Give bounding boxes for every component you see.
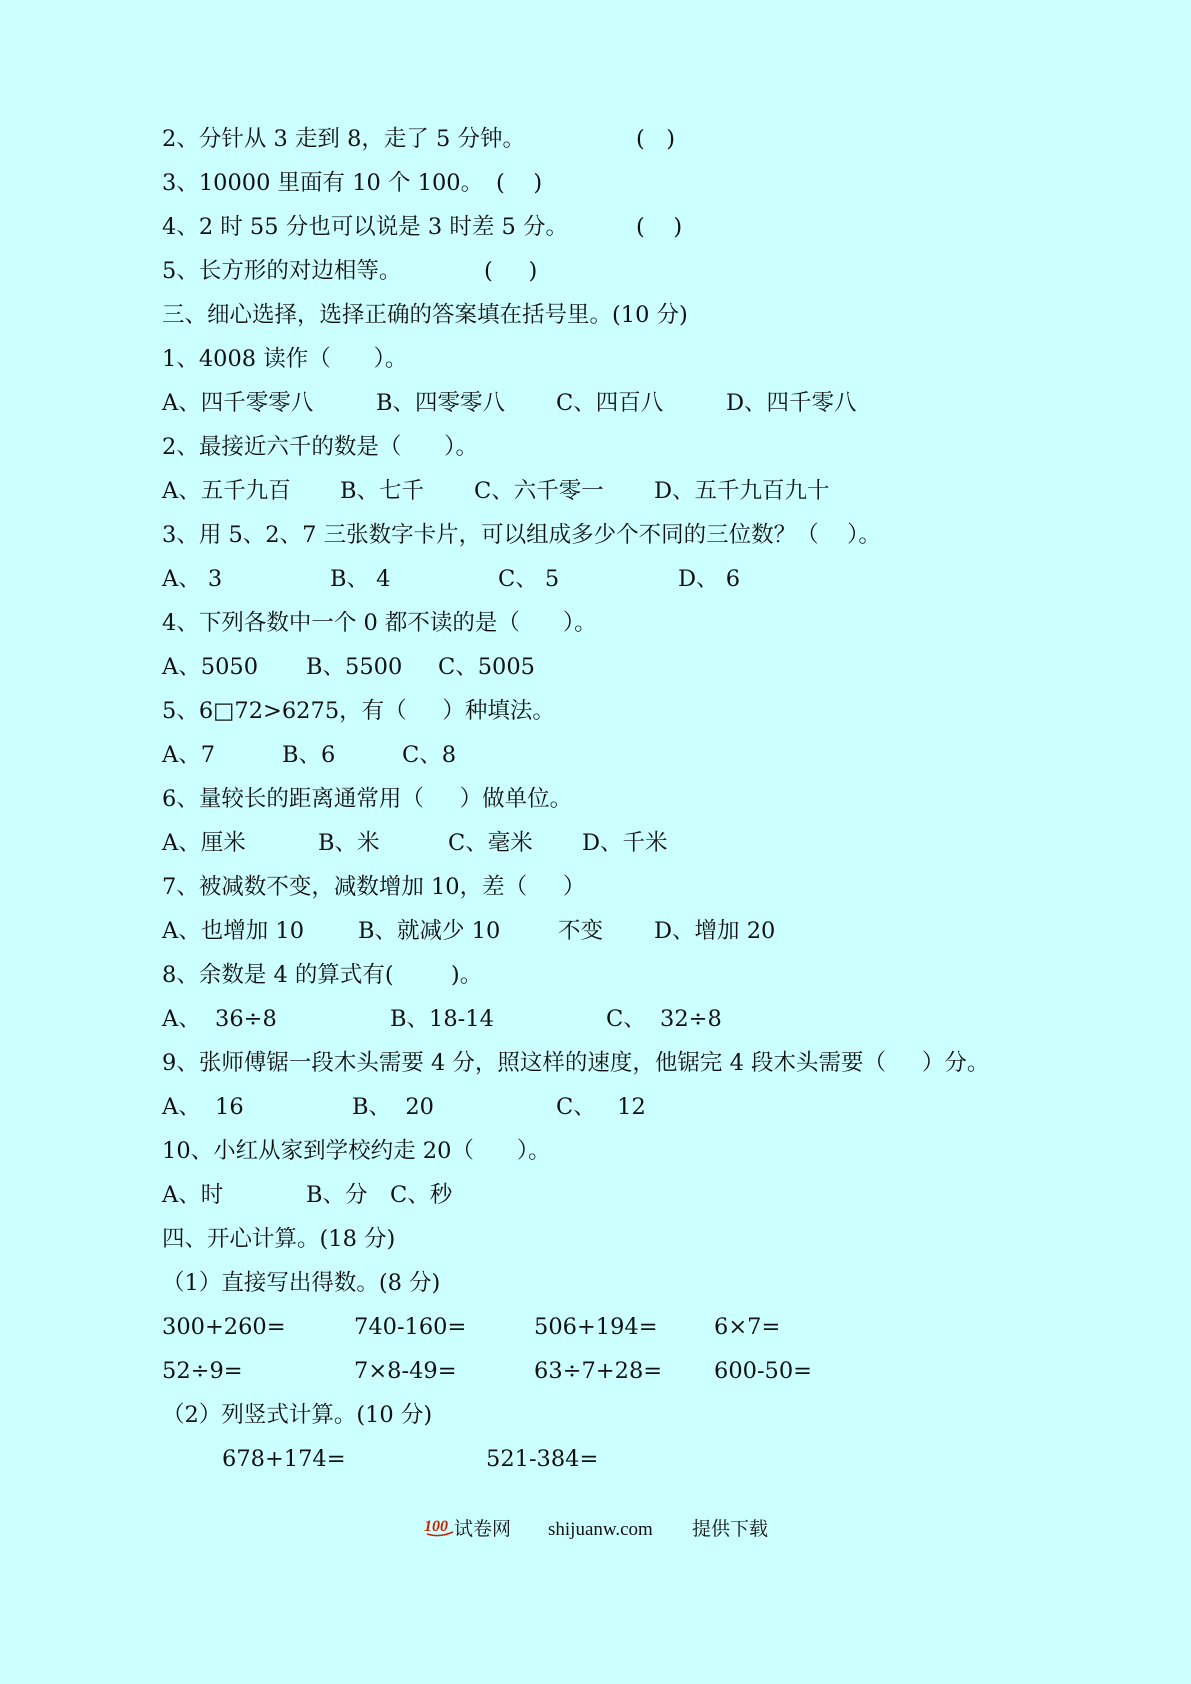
choice-q7-options <box>162 916 776 946</box>
option: B、四零零八 <box>376 390 506 416</box>
option: A、也增加 10 <box>162 918 305 944</box>
option: A、厘米 <box>162 830 246 856</box>
footer-site-name: 试卷网 <box>454 1519 512 1540</box>
option: C、8 <box>402 742 457 768</box>
option: C、 32÷8 <box>606 1006 722 1032</box>
expression: 6×7= <box>714 1314 781 1340</box>
option: B、七千 <box>340 478 425 504</box>
option: D、增加 20 <box>654 918 776 944</box>
expression: 678+174= <box>222 1446 346 1472</box>
option: A、四千零零八 <box>162 390 314 416</box>
judgement-q3 <box>162 168 543 198</box>
judgement-q2 <box>162 124 676 154</box>
choice-q2-options <box>162 476 830 506</box>
judgement-q4-text: 4、2 时 55 分也可以说是 3 时差 5 分。 <box>162 214 568 240</box>
calc-sub1: （1）直接写出得数。(8 分) <box>162 1270 441 1296</box>
choice-q6-options <box>162 828 668 858</box>
choice-q6: 6、量较长的距离通常用（ ）做单位。 <box>162 786 573 812</box>
footer-domain[interactable]: shijuanw.com <box>548 1519 653 1540</box>
judgement-q2-text: 2、分针从 3 走到 8，走了 5 分钟。 <box>162 126 526 152</box>
choice-q5-options <box>162 740 457 770</box>
judgement-q5-text: 5、长方形的对边相等。 <box>162 258 402 284</box>
site-logo-text: 100 <box>424 1518 448 1535</box>
option: C、 5 <box>498 566 560 592</box>
expression: 740-160= <box>354 1314 467 1340</box>
option: B、6 <box>282 742 336 768</box>
choice-q4-options <box>162 652 535 682</box>
option: B、 20 <box>352 1094 434 1120</box>
choice-q3-options <box>162 564 741 594</box>
expression: 52÷9= <box>162 1358 243 1384</box>
option: A、时 <box>162 1182 224 1208</box>
choice-q1-options <box>162 388 857 418</box>
option: A、 36÷8 <box>162 1006 277 1032</box>
judgement-q3-paren: ( ) <box>496 170 543 196</box>
expression: 7×8-49= <box>354 1358 457 1384</box>
option: 不变 <box>558 918 604 944</box>
calc-sub2: （2）列竖式计算。(10 分) <box>162 1402 433 1428</box>
choice-q9-options <box>162 1092 646 1122</box>
choice-q5: 5、6□72>6275，有（ ）种填法。 <box>162 698 555 724</box>
option: B、就减少 10 <box>358 918 501 944</box>
calc-heading: 四、开心计算。(18 分) <box>162 1226 396 1252</box>
judgement-q4 <box>162 212 683 242</box>
option: D、五千九百九十 <box>654 478 830 504</box>
option: C、六千零一 <box>474 478 604 504</box>
footer-provide: 提供下载 <box>692 1519 769 1540</box>
expression: 506+194= <box>534 1314 658 1340</box>
choice-heading: 三、细心选择，选择正确的答案填在括号里。(10 分) <box>162 302 688 328</box>
option: A、7 <box>162 742 216 768</box>
option: B、分 <box>306 1182 368 1208</box>
option: C、5005 <box>438 654 535 680</box>
choice-q10: 10、小红从家到学校约走 20（ ）。 <box>162 1138 551 1164</box>
expression: 600-50= <box>714 1358 813 1384</box>
expression: 63÷7+28= <box>534 1358 663 1384</box>
judgement-q3-text: 3、10000 里面有 10 个 100。 <box>162 170 484 196</box>
option: A、 3 <box>162 566 223 592</box>
choice-q2: 2、最接近六千的数是（ ）。 <box>162 434 478 460</box>
option: A、五千九百 <box>162 478 291 504</box>
option: C、四百八 <box>556 390 664 416</box>
judgement-q5 <box>162 256 538 286</box>
option: D、千米 <box>582 830 668 856</box>
option: A、5050 <box>162 654 259 680</box>
judgement-q5-paren: ( ) <box>484 258 538 284</box>
choice-q1: 1、4008 读作（ ）。 <box>162 346 408 372</box>
option: A、 16 <box>162 1094 244 1120</box>
option: B、5500 <box>306 654 403 680</box>
choice-q10-options <box>162 1180 453 1210</box>
calc-vertical-row <box>162 1444 599 1474</box>
option: C、毫米 <box>448 830 533 856</box>
choice-q9: 9、张师傅锯一段木头需要 4 分，照这样的速度，他锯完 4 段木头需要（ ）分。 <box>162 1050 990 1076</box>
footer <box>0 1515 1191 1545</box>
choice-q7: 7、被减数不变，减数增加 10，差（ ） <box>162 874 586 900</box>
option: B、 4 <box>330 566 391 592</box>
choice-q3: 3、用 5、2、7 三张数字卡片，可以组成多少个不同的三位数？（ ）。 <box>162 522 881 548</box>
judgement-q2-paren: ( ) <box>636 126 676 152</box>
choice-q8: 8、余数是 4 的算式有( )。 <box>162 962 483 988</box>
option: D、 6 <box>678 566 741 592</box>
expression: 300+260= <box>162 1314 286 1340</box>
option: B、18-14 <box>390 1006 494 1032</box>
choice-q4: 4、下列各数中一个 0 都不读的是（ ）。 <box>162 610 597 636</box>
option: D、四千零八 <box>726 390 857 416</box>
choice-q8-options <box>162 1004 722 1034</box>
option: B、米 <box>318 830 380 856</box>
option: C、 12 <box>556 1094 646 1120</box>
judgement-q4-paren: ( ) <box>636 214 683 240</box>
calc-row2 <box>162 1356 813 1386</box>
expression: 521-384= <box>486 1446 599 1472</box>
calc-row1 <box>162 1312 781 1342</box>
option: C、秒 <box>390 1182 453 1208</box>
